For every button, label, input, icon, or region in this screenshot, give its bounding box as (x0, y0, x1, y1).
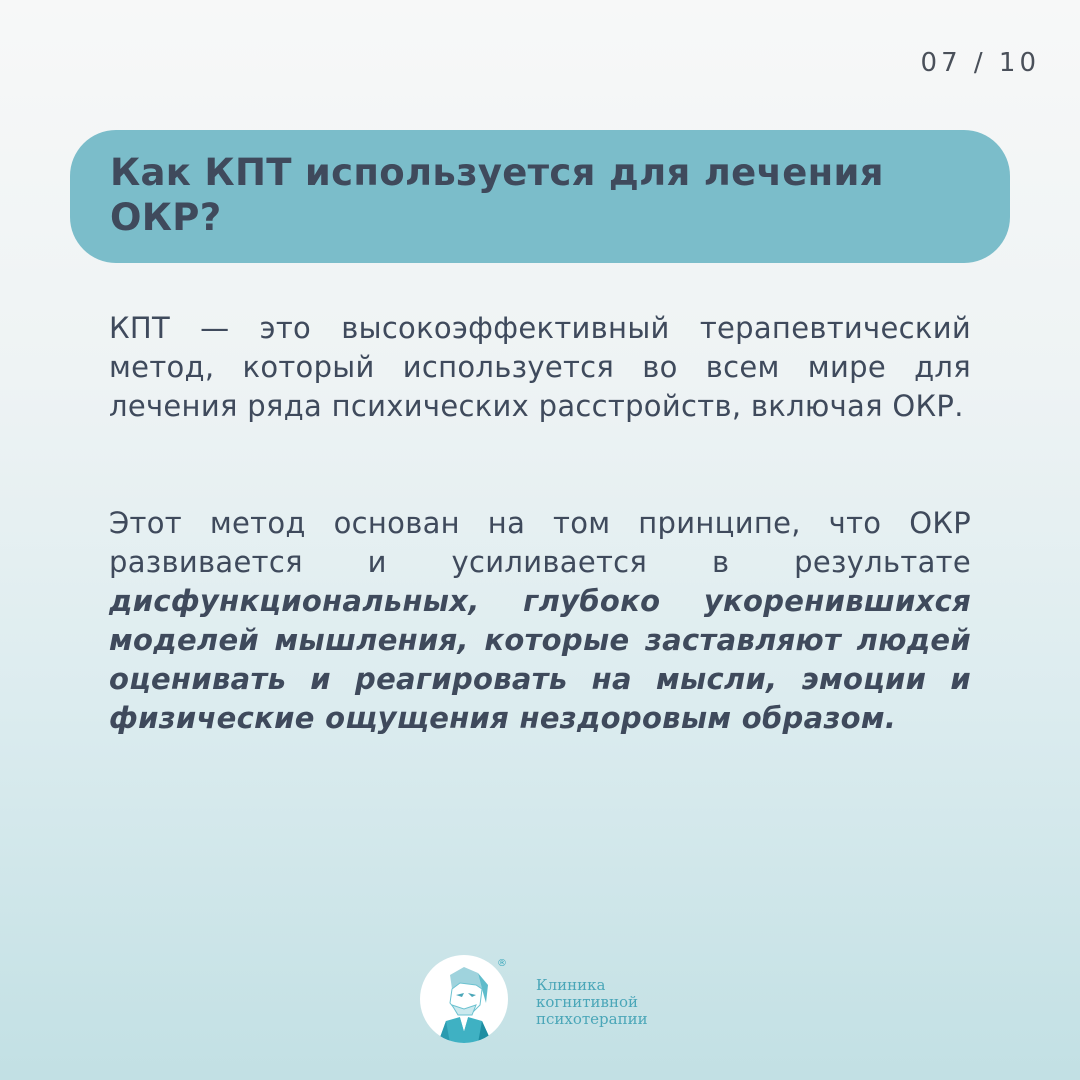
paragraph-explanation-normal: Этот метод основан на том принципе, что ОКР развивается и усиливается в результате (109, 506, 971, 579)
title-banner (70, 130, 1010, 263)
clinic-name-line-2: когнитивной (536, 992, 639, 1011)
clinic-name-line-1: Клиника (536, 975, 606, 994)
title-line-2: ОКР? (110, 196, 222, 239)
page-title (110, 150, 970, 240)
registered-mark-icon: ® (497, 958, 507, 969)
page-counter: 07 / 10 (920, 48, 1040, 78)
portrait-logo-icon (420, 955, 508, 1043)
clinic-logo (420, 955, 648, 1043)
clinic-name (536, 977, 648, 1028)
paragraph-explanation-emphasis: дисфункциональных, глубоко укоренившихся моделей мышления, которые заставляют людей оценивать и реагировать на мысли, эмоции и физические ощущения нездоровым образом. (109, 584, 971, 735)
clinic-name-line-3: психотерапии (536, 1009, 648, 1028)
title-line-1: Как КПТ используется для лечения (110, 151, 884, 194)
paragraph-explanation (109, 504, 971, 738)
paragraph-intro: КПТ — это высокоэффективный терапевтический метод, который используется во всем мире для лечения ряда психических расстройств, включая ОКР. (109, 311, 971, 423)
